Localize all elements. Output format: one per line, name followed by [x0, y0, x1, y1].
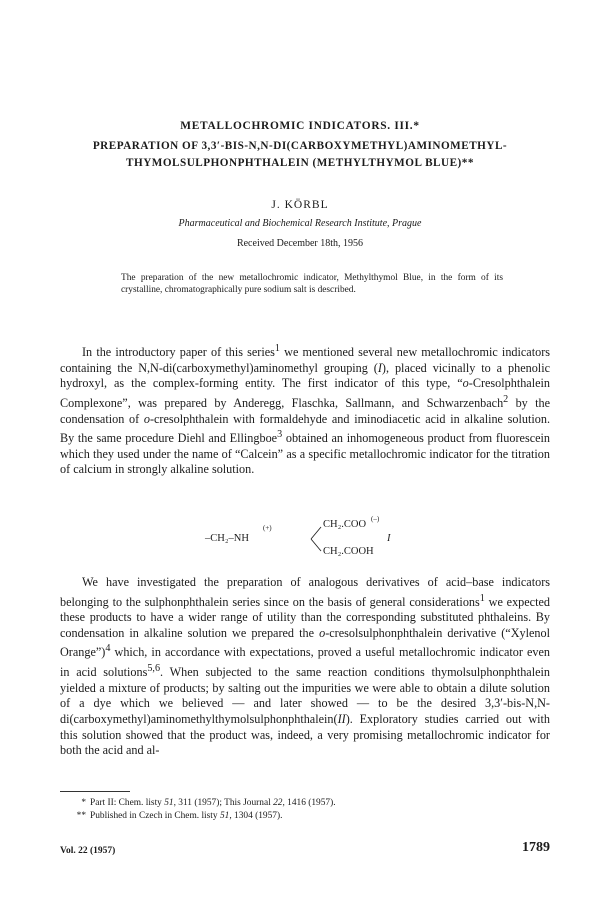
- formula-lower-group: CH₂.COOH: [323, 546, 374, 557]
- structural-formula: [205, 517, 395, 561]
- body-paragraph-2: We have investigated the preparation of analogous derivatives of acid–base indicators belonging to the sulphonphthalein series since on the basis of general considerations$^1$ we expected these products to have a wider range of utility than the corresponding substituted phthaleins. By condensation in alkaline solution we prepared the o-cresolsulphonphthalein derivative (“Xylenol Orange”)$^4$ which, in accordance with expectations, proved a useful metallochromic indicator even in acid solutions$^{5,6}$. When subjected to the same reaction conditions thymolsulphonphthalein yielded a mixture of products; by salting out the impurities we were able to obtain a dilute solution of a dye which we believed — and later showed — to be the desired 3,3′-bis-N,N-di(carboxymethyl)aminomethylthymolsulphonphthalein(II). Exploratory studies carried out with this solution showed that the product was, indeed, a very promising metallochromic indicator for both the acid and al-: [60, 575, 550, 758]
- formula-prefix: –CH₂–NH: [205, 533, 249, 544]
- footnote-mark: **: [76, 811, 86, 821]
- footnote-rule: [60, 791, 130, 792]
- article-title: PREPARATION OF 3,3′-BIS-N,N-DI(CARBOXYMETHYL)AMINOMETHYL-THYMOLSULPHONPHTHALEIN (METHYLTHYMOL BLUE)**: [92, 140, 508, 169]
- reference-mark: 5,6: [147, 663, 161, 675]
- abstract: The preparation of the new metallochromic indicator, Methylthymol Blue, in the form of its crystalline, chromatographically pure sodium salt is described.: [121, 273, 503, 295]
- received-date: Received December 18th, 1956: [236, 238, 364, 249]
- footnote-mark: *: [81, 798, 86, 808]
- reference-mark: 2: [503, 393, 509, 405]
- formula-upper-group: CH₂.COO: [323, 519, 367, 530]
- reference-mark: 1: [479, 592, 485, 604]
- formula-label: I: [387, 533, 391, 544]
- footnote-2: ** Published in Czech in Chem. listy 51, 1304 (1957).: [60, 810, 550, 822]
- formula-charge-plus: (+): [263, 524, 272, 532]
- series-title: METALLOCHROMIC INDICATORS. III.*: [180, 120, 420, 132]
- formula-charge-minus: (–): [371, 515, 380, 523]
- reference-mark: 3: [277, 429, 283, 441]
- author-name: J. KÖRBL: [271, 199, 329, 211]
- reference-mark: 4: [105, 643, 111, 655]
- footnote-1: * Part II: Chem. listy 51, 311 (1957); This Journal 22, 1416 (1957).: [60, 797, 550, 809]
- page-number: 1789: [522, 840, 550, 855]
- reference-mark: 1: [274, 343, 280, 354]
- body-paragraph-1: In the introductory paper of this series$^1$ we mentioned several new metallochromic indicators containing the N,N-di(carboxymethyl)aminomethyl grouping (I), placed vicinally to a phenolic hydroxyl, as the complex-forming entity. The first indicator of this type, “o-Cresolphthalein Complexone”, was prepared by Anderegg, Flaschka, Sallmann, and Schwarzenbach$^2$ by the condensation of o-cresolphthalein with formaldehyde and iminodiacetic acid in alkaline solution. By the same procedure Diehl and Ellingboe$^3$ obtained an inhomogeneous product from fluorescein which they used under the name of “Calcein” as a specific metallochromic indicator for the titration of calcium in strongly alkaline solution.: [60, 343, 551, 477]
- affiliation: Pharmaceutical and Biochemical Research Institute, Prague: [178, 218, 422, 229]
- volume-label: Vol. 22 (1957): [60, 846, 116, 856]
